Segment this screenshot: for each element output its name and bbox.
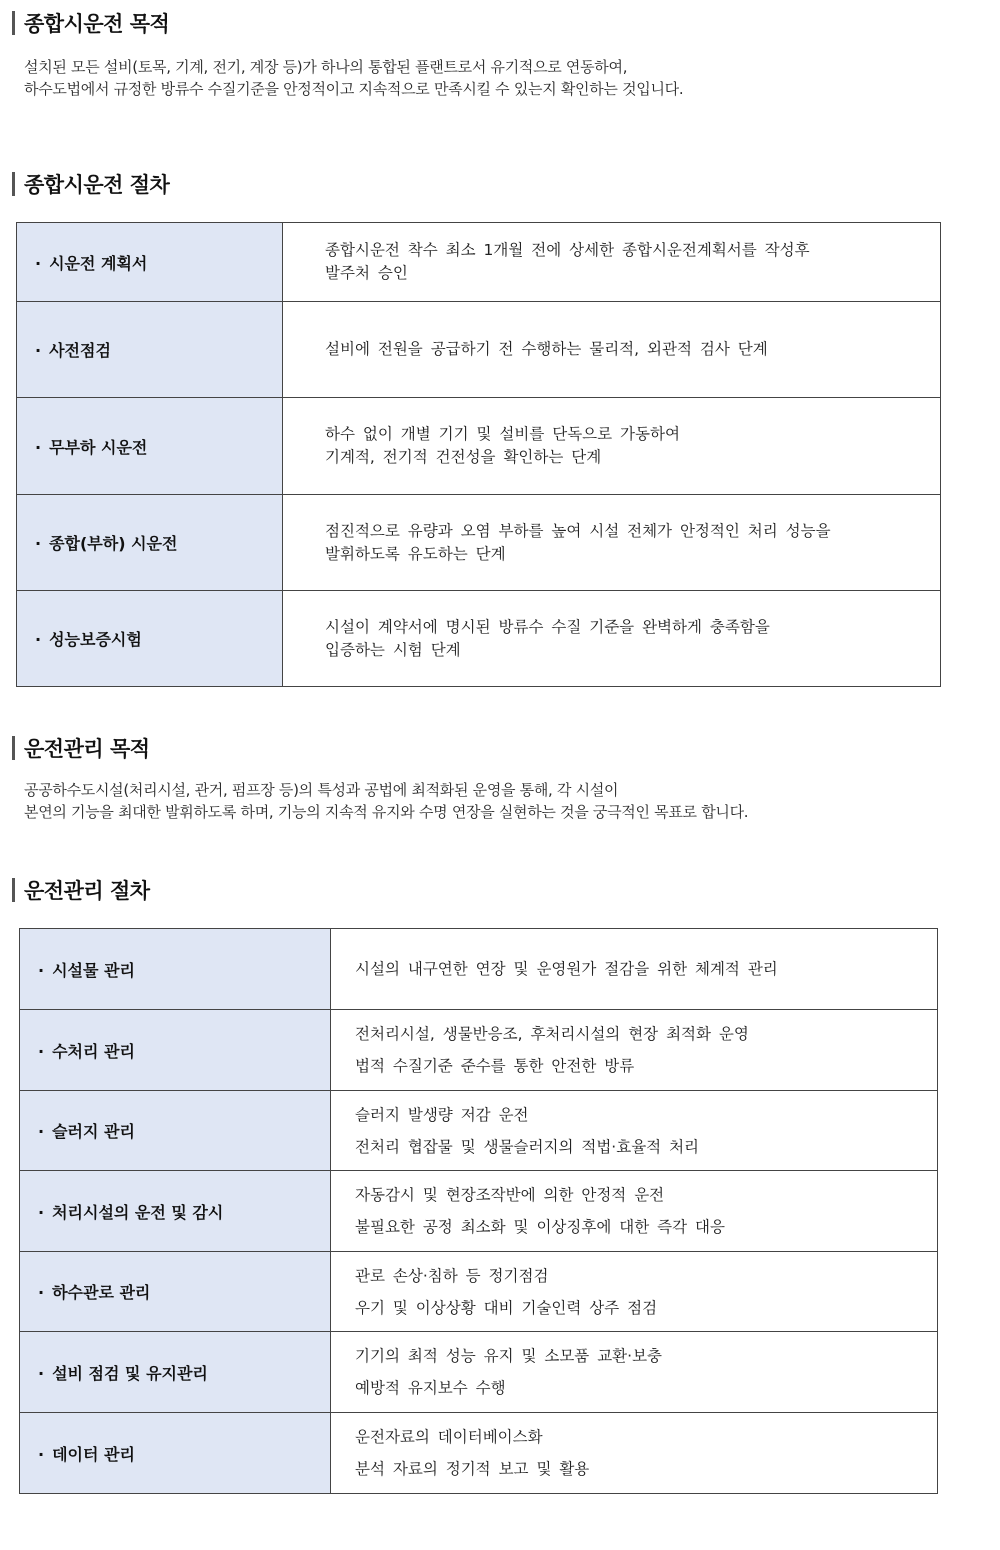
task-label: 슬러지 관리 [52, 1122, 135, 1141]
table-row [20, 1252, 938, 1332]
task-label: 설비 점검 및 유지관리 [52, 1363, 208, 1383]
description-line: 종합시운전 착수 최소 1개월 전에 상세한 종합시운전계획서를 작성후 [325, 241, 810, 259]
bullet-dot: · [38, 1122, 45, 1141]
task-label-cell [20, 1091, 331, 1171]
description-line: 법적 수질기준 준수를 통한 안전한 방류 [355, 1057, 635, 1075]
table-row [17, 302, 941, 398]
section-title: 종합시운전 목적 [24, 12, 170, 36]
table-row [17, 223, 941, 302]
ops-purpose-paragraph [24, 779, 984, 823]
description-line: 기기의 최적 성능 유지 및 소모품 교환·보충 [355, 1347, 663, 1365]
description-line: 점진적으로 유량과 오염 부하를 높여 시설 전체가 안정적인 처리 성능을 [325, 521, 831, 540]
step-label-cell [17, 495, 283, 591]
step-description-cell [283, 591, 941, 687]
step-description-cell [283, 223, 941, 302]
step-label-cell [17, 398, 283, 495]
bullet-dot: · [35, 341, 42, 360]
description-line: 전처리시설, 생물반응조, 후처리시설의 현장 최적화 운영 [355, 1025, 749, 1043]
description-line: 슬러지 발생량 저감 운전 [355, 1105, 529, 1124]
description-line: 운전자료의 데이터베이스화 [355, 1428, 543, 1446]
task-label: 처리시설의 운전 및 감시 [52, 1202, 224, 1222]
description-line: 입증하는 시험 단계 [325, 640, 461, 659]
paragraph-line: 설치된 모든 설비(토목, 기계, 전기, 계장 등)가 하나의 통합된 플랜트로서 유기적으로 연동하여, [24, 58, 628, 76]
trial-purpose-paragraph [24, 56, 984, 100]
task-description-cell [331, 1413, 938, 1494]
task-description-cell [331, 1332, 938, 1413]
table-row [20, 1413, 938, 1494]
step-label-cell [17, 302, 283, 398]
bullet-dot: · [38, 1444, 45, 1464]
description-line: 우기 및 이상상황 대비 기술인력 상주 점검 [355, 1298, 658, 1317]
bullet-dot: · [38, 1363, 45, 1383]
description-line: 기계적, 전기적 건전성을 확인하는 단계 [325, 448, 602, 466]
heading-bar [12, 878, 15, 902]
task-label-cell [20, 1010, 331, 1091]
task-description-cell [331, 1252, 938, 1332]
step-description-cell [283, 495, 941, 591]
task-label-cell [20, 1413, 331, 1494]
task-description-cell [331, 929, 938, 1010]
description-line: 하수 없이 개별 기기 및 설비를 단독으로 가동하여 [325, 425, 680, 443]
table-row [20, 1171, 938, 1252]
step-label-cell [17, 223, 283, 302]
table-row [17, 398, 941, 495]
description-line: 자동감시 및 현장조작반에 의한 안정적 운전 [355, 1186, 665, 1204]
task-description-cell [331, 1171, 938, 1252]
table-row [20, 1332, 938, 1413]
description-line: 시설의 내구연한 연장 및 운영원가 절감을 위한 체계적 관리 [355, 960, 778, 978]
heading-bar [12, 736, 15, 760]
table-row [17, 591, 941, 687]
bullet-dot: · [35, 630, 42, 649]
task-label-cell [20, 929, 331, 1010]
description-line: 발휘하도록 유도하는 단계 [325, 544, 506, 563]
task-label: 시설물 관리 [52, 960, 135, 980]
step-label-cell [17, 591, 283, 687]
description-line: 예방적 유지보수 수행 [355, 1379, 506, 1397]
step-label: 무부하 시운전 [49, 437, 148, 457]
section-title: 운전관리 목적 [24, 737, 150, 761]
table-row [17, 495, 941, 591]
step-label: 종합(부하) 시운전 [49, 534, 178, 553]
bullet-dot: · [35, 534, 42, 553]
task-label-cell [20, 1171, 331, 1252]
section-heading-trial-purpose [12, 10, 169, 36]
trial-procedure-table [16, 222, 941, 687]
bullet-dot: · [35, 437, 42, 457]
section-title: 종합시운전 절차 [24, 173, 170, 197]
table-row [20, 1010, 938, 1091]
description-line: 불필요한 공정 최소화 및 이상징후에 대한 즉각 대응 [355, 1218, 725, 1236]
task-label: 하수관로 관리 [52, 1283, 151, 1302]
description-line: 시설이 계약서에 명시된 방류수 수질 기준을 완벽하게 충족함을 [325, 617, 770, 636]
paragraph-line: 하수도법에서 규정한 방류수 수질기준을 안정적이고 지속적으로 만족시킬 수 있는지 확인하는 것입니다. [24, 80, 684, 98]
task-label: 수처리 관리 [52, 1041, 135, 1061]
description-line: 전처리 협잡물 및 생물슬러지의 적법·효율적 처리 [355, 1137, 700, 1156]
heading-bar [12, 172, 15, 196]
step-label: 성능보증시험 [49, 630, 142, 649]
task-description-cell [331, 1091, 938, 1171]
description-line: 발주처 승인 [325, 264, 408, 282]
paragraph-line: 본연의 기능을 최대한 발휘하도록 하며, 기능의 지속적 유지와 수명 연장을 실현하는 것을 궁극적인 목표로 합니다. [24, 803, 749, 821]
step-description-cell [283, 398, 941, 495]
bullet-dot: · [38, 1283, 45, 1302]
bullet-dot: · [35, 253, 42, 273]
ops-procedure-table [19, 928, 938, 1494]
section-heading-ops-purpose [12, 735, 150, 761]
step-description-cell [283, 302, 941, 398]
task-label-cell [20, 1332, 331, 1413]
step-label: 시운전 계획서 [49, 253, 148, 273]
bullet-dot: · [38, 1041, 45, 1061]
bullet-dot: · [38, 960, 45, 980]
table-row [20, 929, 938, 1010]
bullet-dot: · [38, 1202, 45, 1222]
description-line: 관로 손상·침하 등 정기점검 [355, 1266, 549, 1285]
task-label-cell [20, 1252, 331, 1332]
task-label: 데이터 관리 [52, 1444, 135, 1464]
task-description-cell [331, 1010, 938, 1091]
description-line: 설비에 전원을 공급하기 전 수행하는 물리적, 외관적 검사 단계 [325, 340, 768, 358]
table-row [20, 1091, 938, 1171]
step-label: 사전점검 [49, 341, 111, 360]
paragraph-line: 공공하수도시설(처리시설, 관거, 펌프장 등)의 특성과 공법에 최적화된 운영을 통해, 각 시설이 [24, 781, 619, 799]
description-line: 분석 자료의 정기적 보고 및 활용 [355, 1460, 590, 1478]
section-heading-trial-procedure [12, 171, 169, 197]
section-heading-ops-procedure [12, 877, 150, 903]
heading-bar [12, 11, 15, 35]
section-title: 운전관리 절차 [24, 879, 150, 903]
